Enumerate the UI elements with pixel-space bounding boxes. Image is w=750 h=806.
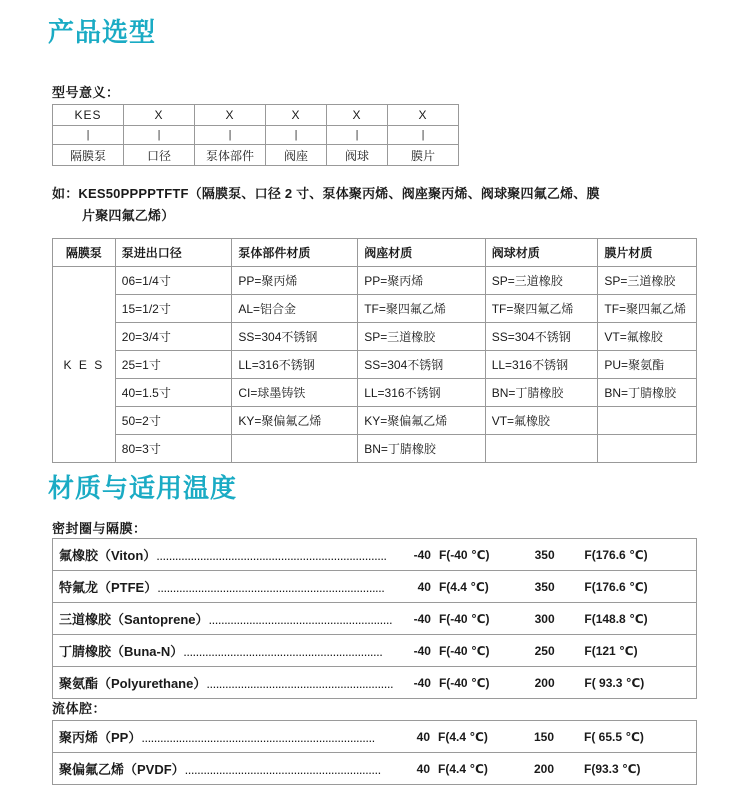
- min-temp-f: F(-40 ℃): [437, 603, 533, 635]
- specification-table: [52, 238, 697, 463]
- spec-cell: [232, 435, 358, 463]
- table-row: [53, 126, 459, 145]
- spec-cell: KY=聚偏氟乙烯: [232, 407, 358, 435]
- spec-cell: VT=氟橡胶: [598, 323, 697, 351]
- spec-cell: PP=聚丙烯: [232, 267, 358, 295]
- material-label: 聚偏氟乙烯（PVDF）: [59, 762, 185, 777]
- leader-dots: ...............................................................: [184, 762, 381, 777]
- spec-header-cell: 泵体部件材质: [232, 239, 358, 267]
- spec-cell: KY=聚偏氟乙烯: [358, 407, 485, 435]
- spec-header-cell: 隔膜泵: [53, 239, 116, 267]
- table-row: [53, 407, 697, 435]
- leader-dots: ............................................................: [206, 676, 394, 691]
- min-temp-value: -40: [395, 667, 437, 699]
- model-bar-cell: |: [327, 126, 388, 145]
- spec-cell: SP=三道橡胶: [598, 267, 697, 295]
- min-temp-f: F(-40 ℃): [437, 539, 533, 571]
- min-temp-f: F(-40 ℃): [437, 635, 533, 667]
- material-name: [53, 539, 396, 571]
- spec-cell: BN=丁腈橡胶: [358, 435, 485, 463]
- max-temp-f: F(121 ℃): [582, 635, 696, 667]
- max-temp-value: 200: [533, 667, 583, 699]
- spec-cell: 15=1/2寸: [115, 295, 232, 323]
- spec-cell: SS=304不锈钢: [358, 351, 485, 379]
- min-temp-value: -40: [395, 539, 437, 571]
- spec-header-cell: 阀座材质: [358, 239, 485, 267]
- subheading-fluid-chamber: 流体腔：: [52, 701, 107, 716]
- spec-header-cell: 阀球材质: [485, 239, 598, 267]
- model-bar-cell: |: [195, 126, 266, 145]
- example-note-line1: 如：KES50PPPPTFTF（隔膜泵、口径 2 寸、泵体聚丙烯、阀座聚丙烯、阀球聚四氟乙烯、膜: [52, 186, 600, 201]
- min-temp-f: F(-40 ℃): [437, 667, 533, 699]
- spec-cell: PU=聚氨酯: [598, 351, 697, 379]
- model-name-cell: 口径: [124, 145, 195, 166]
- spec-cell: VT=氟橡胶: [485, 407, 598, 435]
- spec-cell: LL=316不锈钢: [232, 351, 358, 379]
- leader-dots: ...........................................................: [208, 612, 393, 627]
- spec-cell: CI=球墨铸铁: [232, 379, 358, 407]
- spec-cell: [485, 435, 598, 463]
- model-bar-cell: |: [53, 126, 124, 145]
- spec-header-cell: 膜片材质: [598, 239, 697, 267]
- model-bar-cell: |: [266, 126, 327, 145]
- spec-cell: 80=3寸: [115, 435, 232, 463]
- table-row: [53, 435, 697, 463]
- spec-cell: [598, 435, 697, 463]
- min-temp-f: F(4.4 ℃): [436, 753, 532, 785]
- min-temp-value: -40: [395, 603, 437, 635]
- spec-header-cell: 泵进出口径: [115, 239, 232, 267]
- material-label: 聚氨酯（Polyurethane）: [59, 676, 207, 691]
- material-label: 丁腈橡胶（Buna-N）: [59, 644, 184, 659]
- max-temp-f: F(176.6 ℃): [582, 539, 696, 571]
- spec-cell: 40=1.5寸: [115, 379, 232, 407]
- model-name-cell: 隔膜泵: [53, 145, 124, 166]
- spec-cell: SP=三道橡胶: [485, 267, 598, 295]
- model-name-cell: 阀球: [327, 145, 388, 166]
- spec-cell: PP=聚丙烯: [358, 267, 485, 295]
- material-label: 聚丙烯（PP）: [59, 730, 142, 745]
- material-label: 特氟龙（PTFE）: [59, 580, 158, 595]
- model-name-cell: 膜片: [388, 145, 459, 166]
- model-code-cell: KES: [53, 105, 124, 126]
- table-row: [53, 753, 697, 785]
- model-code-cell: X: [195, 105, 266, 126]
- spec-cell: 25=1寸: [115, 351, 232, 379]
- min-temp-value: 40: [394, 721, 436, 753]
- seal-temperature-table: [52, 538, 697, 699]
- model-code-cell: X: [124, 105, 195, 126]
- max-temp-f: F( 93.3 ℃): [582, 667, 696, 699]
- fluid-chamber-temperature-table: [52, 720, 697, 785]
- spec-cell: 20=3/4寸: [115, 323, 232, 351]
- min-temp-f: F(4.4 ℃): [436, 721, 532, 753]
- table-row: [53, 323, 697, 351]
- leader-dots: .........................................................................: [157, 580, 385, 595]
- example-note-line2: 片聚四氟乙烯）: [82, 208, 175, 223]
- spec-cell: BN=丁腈橡胶: [598, 379, 697, 407]
- table-header-row: [53, 239, 697, 267]
- model-code-cell: X: [388, 105, 459, 126]
- model-name-cell: 阀座: [266, 145, 327, 166]
- leader-dots: ..........................................................................: [156, 548, 387, 563]
- min-temp-value: 40: [394, 753, 436, 785]
- min-temp-value: 40: [395, 571, 437, 603]
- table-row: [53, 667, 697, 699]
- spec-cell: TF=聚四氟乙烯: [358, 295, 485, 323]
- spec-cell: [598, 407, 697, 435]
- table-row: [53, 351, 697, 379]
- material-name: [53, 603, 396, 635]
- max-temp-value: 200: [532, 753, 582, 785]
- table-row: [53, 539, 697, 571]
- material-name: [53, 753, 395, 785]
- min-temp-value: -40: [395, 635, 437, 667]
- max-temp-f: F(148.8 ℃): [582, 603, 696, 635]
- model-code-table: [52, 104, 459, 166]
- spec-cell: AL=铝合金: [232, 295, 358, 323]
- max-temp-f: F( 65.5 ℃): [582, 721, 697, 753]
- max-temp-value: 300: [533, 603, 583, 635]
- material-name: [53, 721, 395, 753]
- max-temp-value: 250: [533, 635, 583, 667]
- table-row: [53, 721, 697, 753]
- example-note: [52, 183, 692, 227]
- spec-cell: LL=316不锈钢: [358, 379, 485, 407]
- table-row: [53, 105, 459, 126]
- material-name: [53, 571, 396, 603]
- spec-cell: BN=丁腈橡胶: [485, 379, 598, 407]
- table-row: [53, 603, 697, 635]
- table-row: [53, 295, 697, 323]
- material-name: [53, 635, 396, 667]
- spec-cell: SS=304不锈钢: [232, 323, 358, 351]
- page-title-material-temperature: 材质与适用温度: [48, 473, 238, 503]
- spec-series-label: K E S: [53, 267, 116, 463]
- leader-dots: ................................................................: [183, 644, 383, 659]
- table-row: [53, 571, 697, 603]
- table-row: [53, 379, 697, 407]
- spec-cell: SS=304不锈钢: [485, 323, 598, 351]
- table-row: [53, 267, 697, 295]
- min-temp-f: F(4.4 ℃): [437, 571, 533, 603]
- model-code-cell: X: [266, 105, 327, 126]
- table-row: [53, 635, 697, 667]
- model-name-cell: 泵体部件: [195, 145, 266, 166]
- page-title-product-selection: 产品选型: [48, 17, 157, 47]
- max-temp-f: F(93.3 ℃): [582, 753, 697, 785]
- material-name: [53, 667, 396, 699]
- subheading-model-meaning: 型号意义：: [52, 85, 120, 100]
- spec-cell: 50=2寸: [115, 407, 232, 435]
- table-row: [53, 145, 459, 166]
- model-bar-cell: |: [388, 126, 459, 145]
- max-temp-value: 350: [533, 571, 583, 603]
- leader-dots: ...........................................................................: [141, 730, 375, 745]
- model-code-cell: X: [327, 105, 388, 126]
- max-temp-f: F(176.6 ℃): [582, 571, 696, 603]
- subheading-seal-diaphragm: 密封圈与隔膜：: [52, 521, 147, 536]
- material-label: 氟橡胶（Viton）: [59, 548, 157, 563]
- spec-cell: TF=聚四氟乙烯: [485, 295, 598, 323]
- spec-cell: LL=316不锈钢: [485, 351, 598, 379]
- material-label: 三道橡胶（Santoprene）: [59, 612, 209, 627]
- spec-cell: TF=聚四氟乙烯: [598, 295, 697, 323]
- max-temp-value: 350: [533, 539, 583, 571]
- spec-cell: SP=三道橡胶: [358, 323, 485, 351]
- model-bar-cell: |: [124, 126, 195, 145]
- spec-cell: 06=1/4寸: [115, 267, 232, 295]
- max-temp-value: 150: [532, 721, 582, 753]
